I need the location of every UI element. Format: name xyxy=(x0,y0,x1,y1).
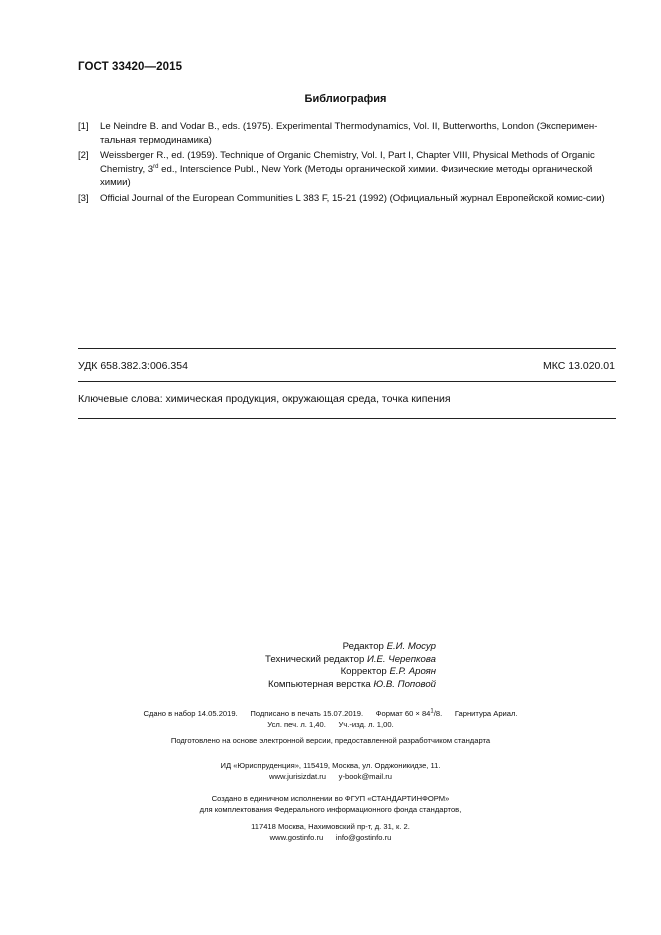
imprint-text: /8. Гарнитура Ариал. xyxy=(433,709,518,718)
imprint-line: Подготовлено на основе электронной версии, предоставленной разработчиком стандарта xyxy=(170,736,491,745)
imprint-line: Создано в единичном исполнении во ФГУП «СТАНДАРТИНФОРМ» xyxy=(211,794,450,803)
bibliography-list xyxy=(78,120,616,207)
credit-name: И.Е. Черепкова xyxy=(366,653,436,665)
superscript: rd xyxy=(153,163,159,170)
superscript: 1 xyxy=(430,708,434,715)
imprint-producer xyxy=(0,793,661,843)
credit-name: Ю.В. Поповой xyxy=(373,679,436,691)
reference-text-part: Weissberger R., ed. (1959). Technique of Organic Chemistry, Vol. I, Part I, Chapter VIII, Physical Methods of Organic Chemistry, 3 xyxy=(100,150,595,175)
imprint-line: www.jurisizdat.ru y-book@mail.ru xyxy=(269,772,392,781)
credit-layout xyxy=(0,679,661,692)
credits-block xyxy=(0,641,661,692)
imprint-line: Усл. печ. л. 1,40. Уч.-изд. л. 1,00. xyxy=(267,720,394,729)
divider-middle xyxy=(78,381,616,382)
keywords: Ключевые слова: химическая продукция, окружающая среда, точка кипения xyxy=(78,393,451,405)
reference-text: Official Journal of the European Communities L 383 F, 15-21 (1992) (Официальный журнал Европейской комис-сии) xyxy=(100,192,605,204)
imprint-publisher xyxy=(0,760,661,782)
credit-role: Редактор xyxy=(342,641,384,652)
imprint-line: ИД «Юриспруденция», 115419, Москва, ул. Орджоникидзе, 11. xyxy=(220,761,441,770)
standard-number: ГОСТ 33420—2015 xyxy=(78,61,183,73)
credit-name: Е.И. Мосур xyxy=(386,641,436,652)
bibliography-item xyxy=(78,120,616,147)
credit-corrector xyxy=(0,666,661,679)
credit-role: Технический редактор xyxy=(265,653,365,665)
reference-text-part: ed., Interscience Publ., New York (Методы органической химии. Физические методы органической химии) xyxy=(100,163,593,188)
imprint-line: 117418 Москва, Нахимовский пр-т, д. 31, к. 2. xyxy=(251,822,410,831)
imprint-line xyxy=(0,708,661,719)
credit-editor xyxy=(0,641,661,654)
mks-code: МКС 13.020.01 xyxy=(543,360,615,372)
credit-role: Компьютерная верстка xyxy=(268,679,371,691)
divider-bottom xyxy=(78,418,616,419)
reference-text xyxy=(100,149,616,190)
udk-code: УДК 658.382.3:006.354 xyxy=(78,360,188,372)
credit-name: Е.Р. Ароян xyxy=(389,666,436,678)
imprint-line: www.gostinfo.ru info@gostinfo.ru xyxy=(269,833,392,842)
credit-role: Корректор xyxy=(340,666,387,678)
bibliography-item xyxy=(78,192,616,206)
reference-number: [3] xyxy=(78,192,89,204)
reference-text: Le Neindre B. and Vodar B., eds. (1975). Experimental Thermodynamics, Vol. II, Butterworths, London (Эксперимен-тальная термодинамика) xyxy=(100,121,598,146)
imprint-line: для комплектования Федерального информационного фонда стандартов, xyxy=(199,805,462,814)
bibliography-item xyxy=(78,149,616,190)
credit-tech-editor xyxy=(0,654,661,667)
imprint-source xyxy=(0,735,661,746)
reference-number: [1] xyxy=(78,121,89,132)
reference-number: [2] xyxy=(78,150,89,161)
imprint-text: Сдано в набор 14.05.2019. Подписано в печать 15.07.2019. Формат 60 × 84 xyxy=(143,709,431,718)
bibliography-title: Библиография xyxy=(304,93,387,105)
divider-top xyxy=(78,348,616,349)
imprint-print-info xyxy=(0,708,661,730)
